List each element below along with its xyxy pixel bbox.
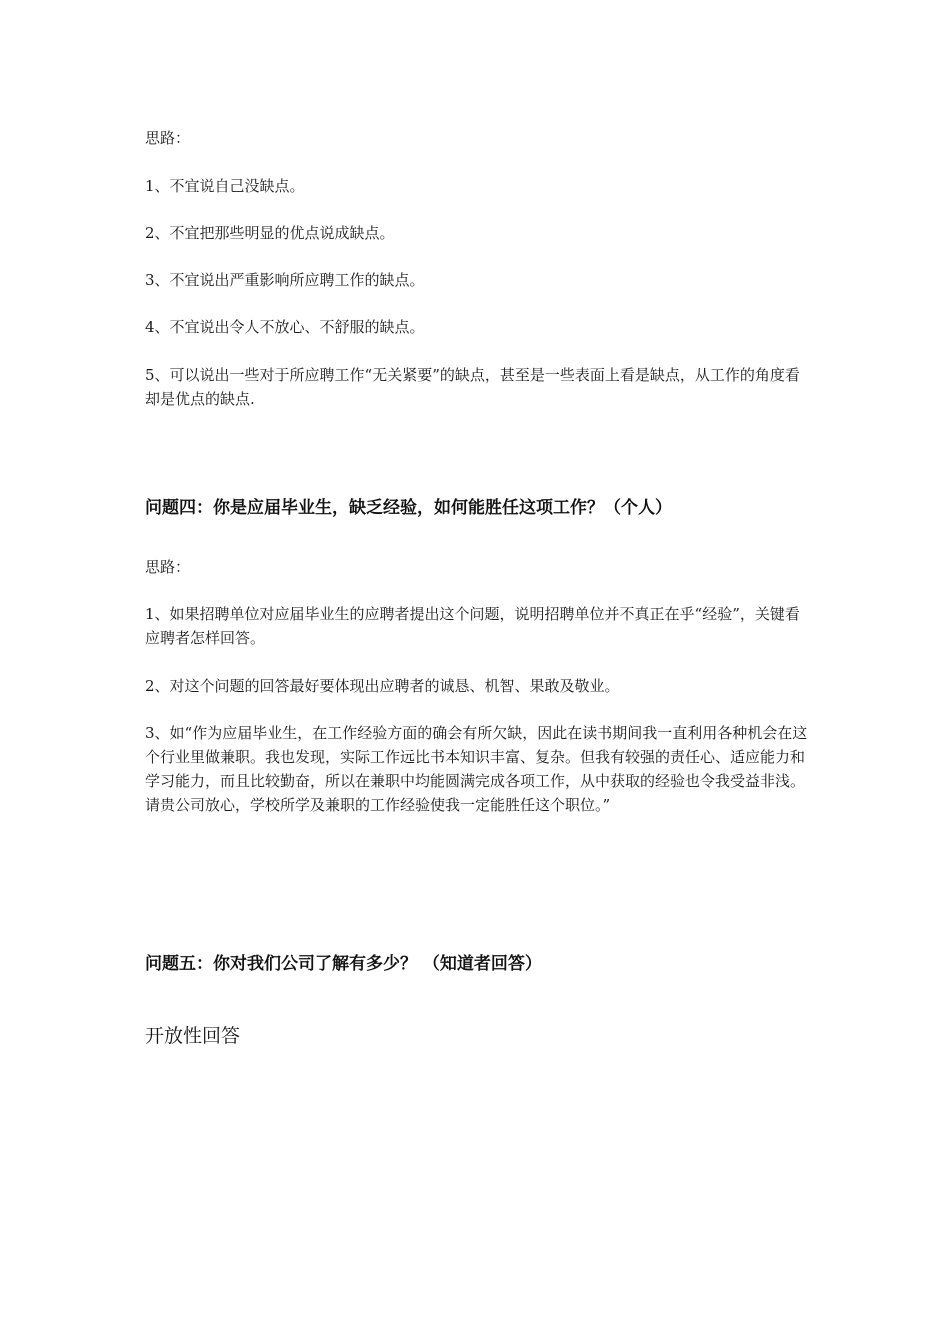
section4-title: 问题四：你是应届毕业生，缺乏经验，如何能胜任这项工作？（个人）	[145, 498, 672, 518]
section3-point-1: 1、不宜说自己没缺点。	[145, 177, 305, 195]
section4-point-1: 1、如果招聘单位对应届毕业生的应聘者提出这个问题，说明招聘单位并不真正在乎“经验”，关键看应聘者怎样回答。	[145, 605, 800, 647]
section3-point-3: 3、不宜说出严重影响所应聘工作的缺点。	[145, 271, 425, 289]
section3-point-4: 4、不宜说出令人不放心、不舒服的缺点。	[145, 318, 425, 336]
section4-thinking-label: 思路：	[145, 558, 191, 576]
section5-answer: 开放性回答	[145, 1025, 241, 1047]
section4-point-3: 3、如“作为应届毕业生，在工作经验方面的确会有所欠缺，因此在读书期间我一直利用各种机会在这个行业里做兼职。我也发现，实际工作远比书本知识丰富、复杂。但我有较强的责任心、适应能力和学习能力，而且比较勤奋，所以在兼职中均能圆满完成各项工作，从中获取的经验也令我受益非浅。请贵公司放心，学校所学及兼职的工作经验使我一定能胜任这个职位。”	[145, 724, 808, 814]
section3-thinking-label: 思路：	[145, 129, 191, 147]
section3-point-2: 2、不宜把那些明显的优点说成缺点。	[145, 224, 395, 242]
section4-point-2: 2、对这个问题的回答最好要体现出应聘者的诚恳、机智、果敢及敬业。	[145, 677, 620, 695]
section3-point-5: 5、可以说出一些对于所应聘工作“无关紧要”的缺点，甚至是一些表面上看是缺点，从工作的角度看却是优点的缺点.	[145, 366, 800, 408]
section5-title: 问题五：你对我们公司了解有多少？ （知道者回答）	[145, 954, 542, 974]
